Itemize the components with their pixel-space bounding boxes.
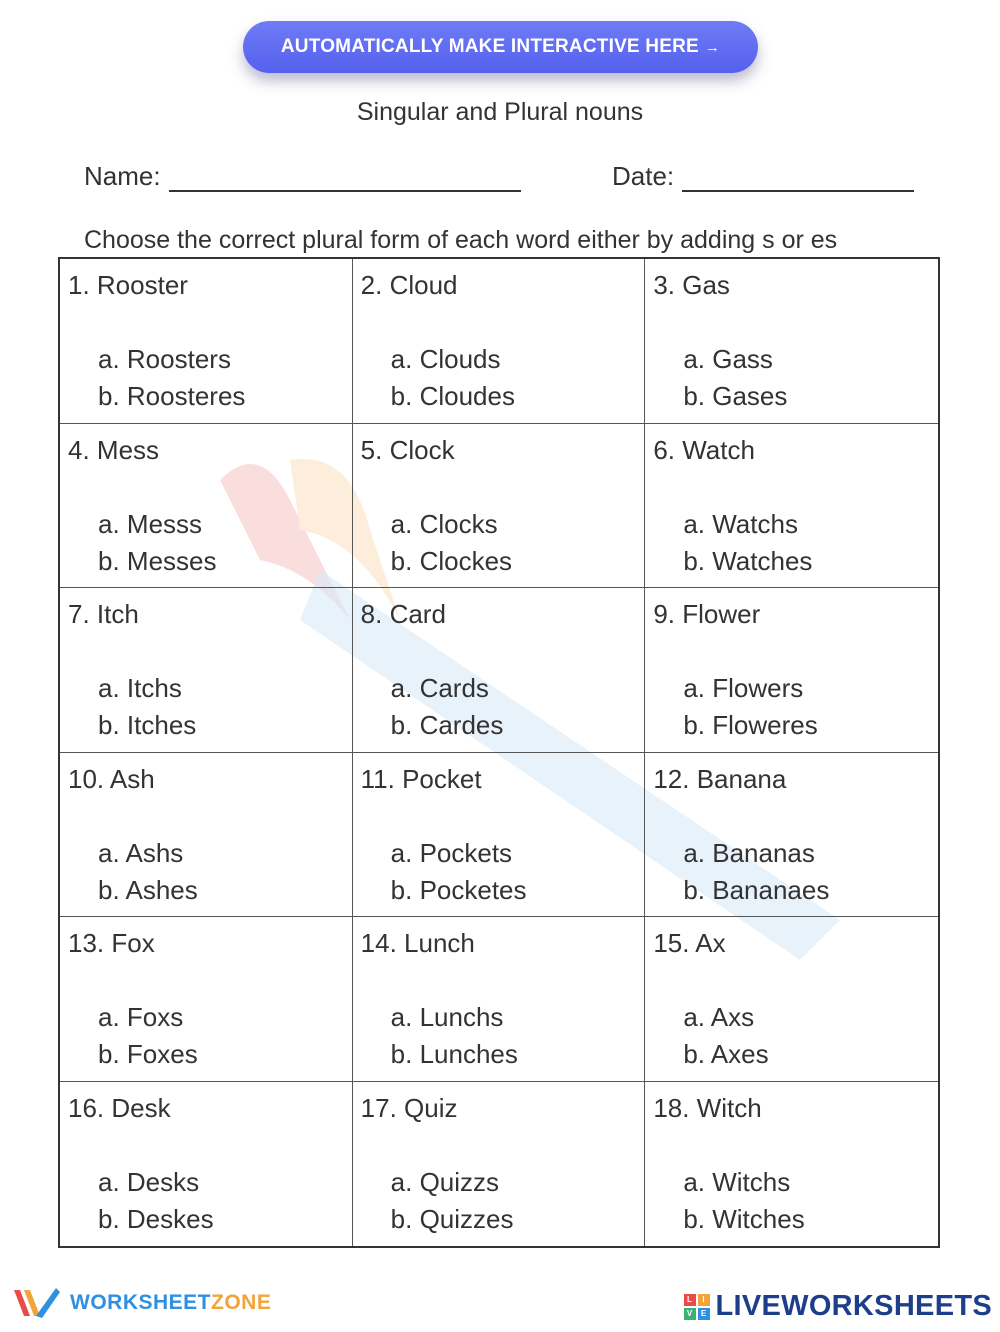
option-a[interactable]: a. Clouds: [390, 344, 501, 374]
worksheetzone-wordmark: [70, 1291, 271, 1315]
option-b[interactable]: b. Foxes: [98, 1039, 198, 1069]
option-a[interactable]: a. Ashs: [98, 837, 184, 868]
question-word: 12. Banana: [653, 763, 787, 794]
lw-block: L: [684, 1294, 696, 1306]
option-a[interactable]: a. Quizzs: [390, 1166, 500, 1197]
question-cell: [60, 588, 353, 753]
option-b[interactable]: b. Roosteres: [98, 381, 246, 411]
option-b[interactable]: b. Witches: [683, 1203, 805, 1234]
option-a[interactable]: a. Flowers: [683, 673, 804, 703]
question-word: 3. Gas: [653, 270, 730, 300]
question-word: 5. Clock: [360, 434, 455, 465]
question-cell: [353, 1082, 646, 1247]
question-word: 6. Watch: [653, 434, 755, 465]
question-cell: [353, 917, 646, 1082]
question-word: 11. Pocket: [360, 763, 482, 794]
name-label: Name:: [84, 161, 161, 191]
question-word: 10. Ash: [68, 763, 155, 794]
option-b[interactable]: b. Lunches: [390, 1039, 518, 1069]
option-a[interactable]: a. Lunchs: [390, 1002, 504, 1032]
question-cell: [60, 424, 353, 589]
question-cell: [645, 588, 938, 753]
lw-block: E: [698, 1308, 710, 1320]
option-a[interactable]: a. Bananas: [683, 837, 815, 868]
question-cell: [353, 588, 646, 753]
option-b[interactable]: b. Quizzes: [390, 1203, 514, 1234]
liveworksheets-brand[interactable]: [684, 1290, 993, 1323]
question-cell: [60, 259, 353, 424]
option-b[interactable]: b. Watches: [683, 545, 813, 576]
question-word: 7. Itch: [68, 599, 139, 629]
question-cell: [645, 1082, 938, 1247]
date-label: Date:: [612, 161, 675, 191]
option-a[interactable]: a. Messs: [98, 508, 203, 539]
make-interactive-label: AUTOMATICALLY MAKE INTERACTIVE HERE: [280, 36, 699, 57]
question-word: 1. Rooster: [68, 270, 188, 300]
option-b[interactable]: b. Cloudes: [390, 381, 515, 411]
option-b[interactable]: b. Gases: [683, 381, 788, 411]
lw-block: I: [698, 1294, 710, 1306]
question-word: 16. Desk: [68, 1092, 171, 1123]
option-a[interactable]: a. Witchs: [683, 1166, 791, 1197]
make-interactive-button[interactable]: [243, 21, 758, 73]
option-a[interactable]: a. Watchs: [683, 508, 798, 539]
option-a[interactable]: a. Clocks: [390, 508, 498, 539]
option-a[interactable]: a. Gass: [683, 344, 773, 374]
option-b[interactable]: b. Axes: [683, 1039, 769, 1069]
option-a[interactable]: a. Foxs: [98, 1002, 184, 1032]
question-word: 4. Mess: [68, 434, 160, 465]
option-b[interactable]: b. Clockes: [390, 545, 513, 576]
worksheetzone-part1: WORKSHEET: [70, 1291, 211, 1314]
question-cell: [645, 424, 938, 589]
name-field: [84, 160, 521, 192]
question-cell: [645, 917, 938, 1082]
liveworksheets-logo-icon: [684, 1294, 710, 1320]
question-cell: [353, 753, 646, 918]
option-b[interactable]: b. Cardes: [390, 710, 504, 740]
liveworksheets-wordmark: LIVEWORKSHEETS: [715, 1290, 992, 1322]
option-b[interactable]: b. Pocketes: [390, 874, 527, 905]
question-word: 14. Lunch: [360, 928, 475, 958]
arrow-right-icon: →: [704, 38, 721, 56]
question-cell: [645, 259, 938, 424]
option-a[interactable]: a. Axs: [683, 1002, 755, 1032]
question-word: 13. Fox: [68, 928, 155, 958]
instructions: Choose the correct plural form of each word either by adding s or es: [84, 226, 838, 254]
question-cell: [353, 424, 646, 589]
option-b[interactable]: b. Messes: [98, 545, 217, 576]
option-b[interactable]: b. Deskes: [98, 1203, 214, 1234]
option-a[interactable]: a. Roosters: [98, 344, 231, 374]
option-b[interactable]: b. Itches: [98, 710, 197, 740]
option-b[interactable]: b. Bananaes: [683, 874, 830, 905]
lw-block: V: [684, 1308, 696, 1320]
option-a[interactable]: a. Itchs: [98, 673, 182, 703]
date-field: [612, 160, 914, 192]
name-blank-line[interactable]: [169, 160, 521, 192]
worksheetzone-logo-icon: [12, 1286, 60, 1320]
question-cell: [353, 259, 646, 424]
question-word: 15. Ax: [653, 928, 726, 958]
option-a[interactable]: a. Desks: [98, 1166, 200, 1197]
option-a[interactable]: a. Pockets: [390, 837, 513, 868]
question-cell: [60, 1082, 353, 1247]
answer-grid: [58, 257, 940, 1248]
question-word: 18. Witch: [653, 1092, 762, 1123]
option-b[interactable]: b. Ashes: [98, 874, 198, 905]
question-word: 17. Quiz: [360, 1092, 458, 1123]
worksheetzone-brand[interactable]: [12, 1286, 271, 1320]
question-word: 8. Card: [360, 599, 446, 629]
question-cell: [60, 917, 353, 1082]
date-blank-line[interactable]: [682, 160, 914, 192]
option-b[interactable]: b. Floweres: [683, 710, 818, 740]
question-word: 2. Cloud: [360, 270, 458, 300]
question-word: 9. Flower: [653, 599, 761, 629]
option-a[interactable]: a. Cards: [390, 673, 489, 703]
worksheetzone-part2: ZONE: [211, 1291, 272, 1314]
question-cell: [60, 753, 353, 918]
question-cell: [645, 753, 938, 918]
worksheet-title: Singular and Plural nouns: [356, 98, 644, 126]
